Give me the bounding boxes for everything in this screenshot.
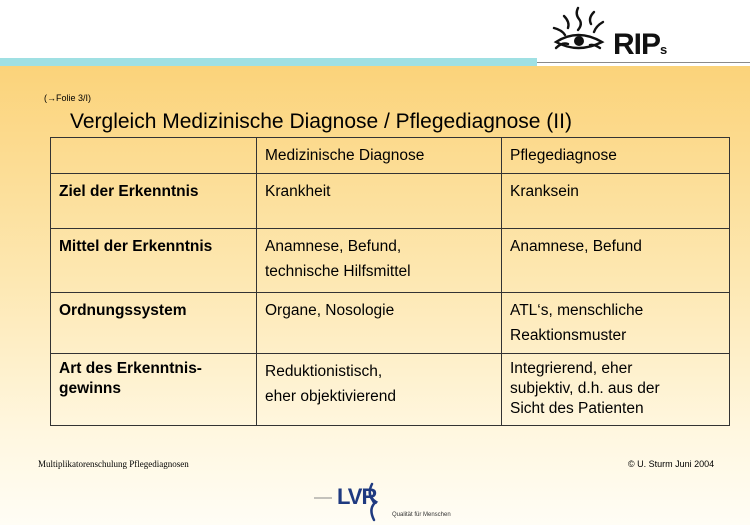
medical-cell (257, 229, 502, 293)
medical-cell: Organe, Nosologie (257, 293, 502, 354)
nursing-cell: Kranksein (502, 174, 730, 229)
cell-line: technische Hilfsmittel (265, 263, 411, 280)
footer-copyright: © U. Sturm Juni 2004 (628, 459, 715, 469)
row-label (51, 354, 257, 426)
table-row (51, 229, 730, 293)
header-cell-nursing: Pflegediagnose (502, 138, 730, 174)
table-row (51, 354, 730, 426)
header-accent-bar (0, 58, 537, 66)
header-divider (537, 62, 750, 63)
rips-logo-text: RIPs (613, 28, 667, 61)
lvr-logo-subtitle: Qualität für Menschen (392, 512, 451, 518)
slide-title: Vergleich Medizinische Diagnose / Pflegediagnose (II) (70, 110, 572, 133)
comparison-table (50, 137, 730, 426)
table-header-row (51, 138, 730, 174)
header-cell-empty (51, 138, 257, 174)
nursing-cell (502, 293, 730, 354)
lvr-logo-text: LVR (337, 484, 377, 509)
medical-cell: Krankheit (257, 174, 502, 229)
table-row (51, 293, 730, 354)
cell-line: Anamnese, Befund, (265, 238, 402, 255)
cell-line: eher objektivierend (265, 388, 396, 405)
row-label: Ordnungssystem (51, 293, 257, 354)
nursing-cell (502, 354, 730, 426)
cell-line: subjektiv, d.h. aus der (510, 380, 660, 397)
cell-line: Reduktionistisch, (265, 363, 383, 380)
header-cell-medical: Medizinische Diagnose (257, 138, 502, 174)
footer-course-name: Multiplikatorenschulung Pflegediagnosen (38, 459, 189, 469)
slide-reference: (→Folie 3/I) (44, 93, 92, 103)
table-row (51, 174, 730, 229)
cell-line: Sicht des Patienten (510, 400, 644, 417)
cell-line: Integrierend, eher (510, 360, 633, 377)
cell-line: Reaktionsmuster (510, 327, 627, 344)
cell-line: ATL‘s, menschliche (510, 302, 644, 319)
medical-cell (257, 354, 502, 426)
row-label: Ziel der Erkenntnis (51, 174, 257, 229)
nursing-cell: Anamnese, Befund (502, 229, 730, 293)
cell-line: gewinns (59, 380, 122, 397)
cell-line: Art des Erkenntnis- (59, 360, 202, 377)
row-label: Mittel der Erkenntnis (51, 229, 257, 293)
